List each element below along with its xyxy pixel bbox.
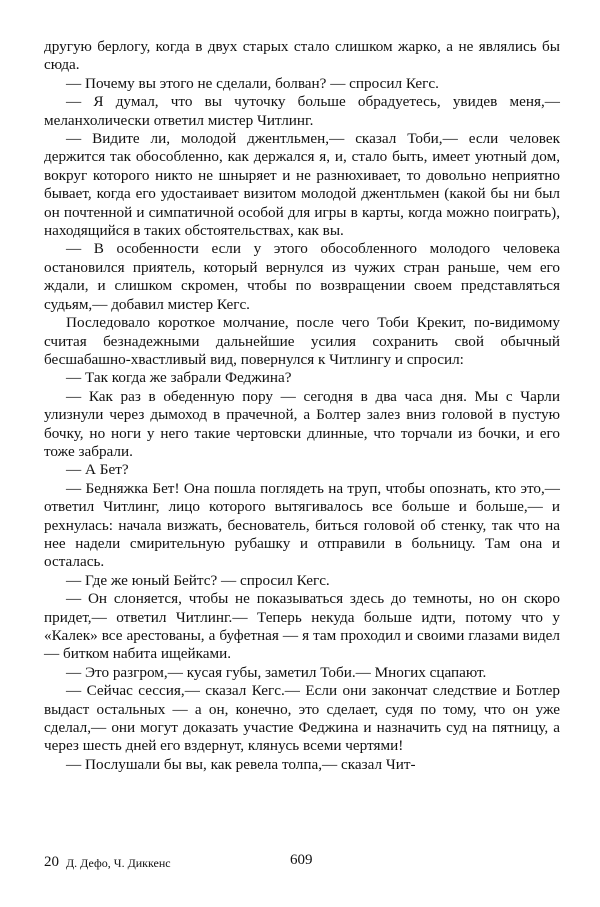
page-text (44, 38, 560, 774)
paragraph: — В особенности если у этого обособленного молодого человека остановился приятель, который вернулся из чужих стран раньше, чем его ждали, и слишком скромен, чтобы по возвращении своем представляться судьям,— добавил мистер Кегс. (44, 240, 560, 313)
paragraph: — Почему вы этого не сделали, болван? — спросил Кегс. (66, 74, 439, 92)
signature-number: 20 (44, 854, 59, 870)
paragraph: другую берлогу, когда в двух старых стало слишком жарко, а не являлись бы сюда. (44, 38, 560, 74)
paragraph: — Бедняжка Бет! Она пошла поглядеть на труп, чтобы опознать, кто это,— ответил Читлинг, лицо которого вытягивалось все больше и больше,— и рехнулась: начала визжать, беснователь, биться головой об стенку, так что на нее надели смирительную рубашку и отправили в больницу. Там она и осталась. (44, 479, 560, 571)
signature-text: Д. Дефо, Ч. Диккенс (66, 856, 171, 870)
paragraph: — Я думал, что вы чуточку больше обрадуетесь, увидев меня,— меланхолически ответил мистер Читлинг. (44, 93, 560, 129)
page-number: 609 (290, 852, 313, 868)
paragraph: — Послушали бы вы, как ревела толпа,— сказал Чит- (66, 755, 416, 773)
paragraph: Последовало короткое молчание, после чего Тоби Крекит, по-видимому считая безнадежными дальнейшие усилия сохранить свой обычный бесшабашно-хвастливый вид, повернулся к Читлингу и спросил: (44, 314, 560, 368)
paragraph: — Как раз в обеденную пору — сегодня в два часа дня. Мы с Чарли улизнули через дымоход в прачечной, а Болтер залез вниз головой в пустую бочку, но ноги у него такие чертовски длинные, что торчали из бочки, и его тоже забрали. (44, 387, 560, 460)
paragraph: — Он слоняется, чтобы не показываться здесь до темноты, но он скоро придет,— ответил Читлинг.— Теперь некуда больше идти, потому что у «Калек» все арестованы, а буфетная — я там проходил и своими глазами видел — битком набита ищейками. (44, 590, 560, 663)
paragraph: — Это разгром,— кусая губы, заметил Тоби.— Многих сцапают. (66, 663, 487, 681)
paragraph: — Где же юный Бейтс? — спросил Кегс. (66, 571, 330, 589)
paragraph: — Видите ли, молодой джентльмен,— сказал Тоби,— если человек держится так обособленно, как держался я, и, стало быть, имеет уютный дом, вокруг которого никто не шныряет и не разнюхивает, то довольно неприятно бывает, когда его удостаивает визитом молодой джентльмен (какой бы ни был он почтенной и симпатичной особой для игры в карты, когда можно поиграть), находящийся в таких обстоятельствах, как вы. (44, 130, 560, 240)
paragraph: — Сейчас сессия,— сказал Кегс.— Если они закончат следствие и Ботлер выдаст остальных — а он, конечно, это сделает, судя по тому, что он уже сделал,— они могут доказать участие Феджина и назначить суд на пятницу, а через шесть дней его вздернут, клянусь всеми чертями! (44, 682, 560, 755)
paragraph: — А Бет? (66, 461, 129, 479)
page-footer (44, 852, 560, 874)
paragraph: — Так когда же забрали Феджина? (66, 369, 292, 387)
